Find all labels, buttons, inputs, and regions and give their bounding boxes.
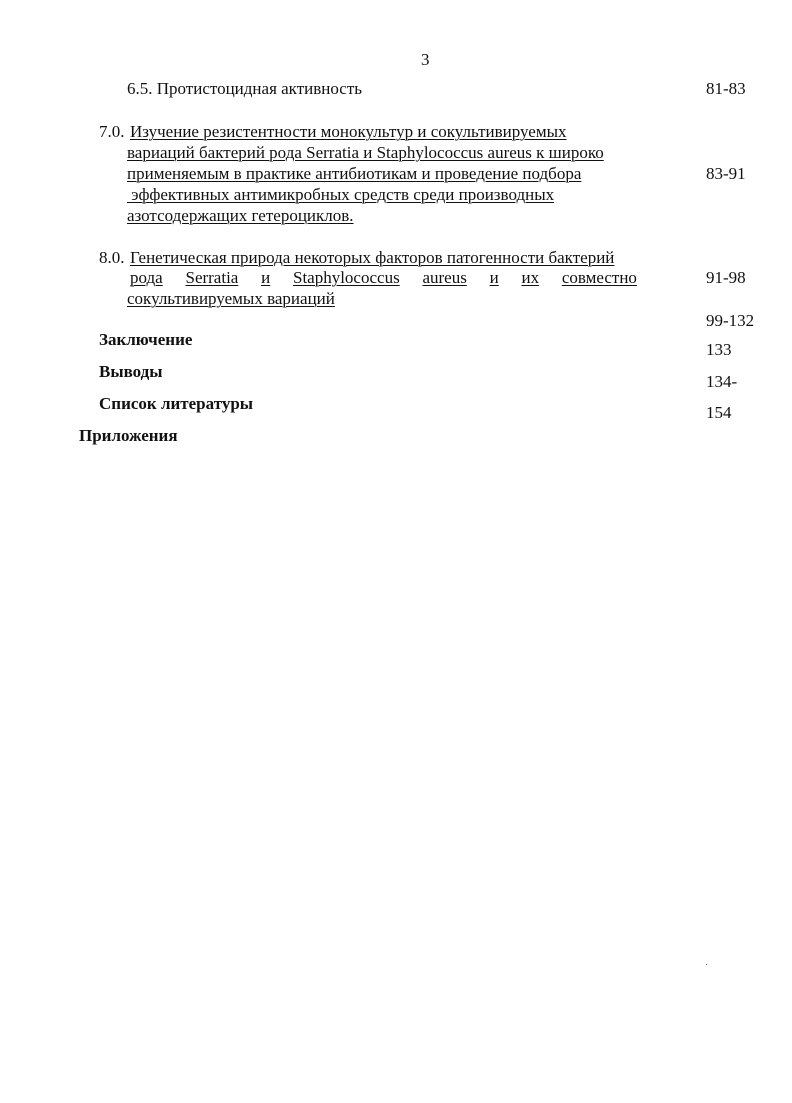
page-range-findings: 133 [706, 340, 732, 359]
word: Staphylococcus [292, 268, 400, 287]
toc-line-7-0-4: эффективных антимикробных средств среди производных [127, 185, 555, 204]
section-number: 6.5. [127, 79, 153, 98]
word: их [521, 268, 540, 287]
toc-line-8-0-3: сокультивируемых вариаций [127, 289, 335, 308]
scan-speck [706, 964, 707, 965]
word: и [261, 268, 271, 287]
page-range-references: 134- [706, 372, 738, 391]
page-number: 3 [421, 50, 430, 69]
section-title: Протистоцидная активность [156, 79, 363, 98]
toc-line-8-0-2 [130, 268, 637, 288]
toc-line-7-0-1: Изучение резистентности монокультур и сокультивируемых [130, 122, 567, 141]
toc-line-7-0-3: применяемым в практике антибиотикам и проведение подбора [127, 164, 582, 183]
word: Serratia [185, 268, 239, 287]
page-range-7-0: 83-91 [706, 164, 746, 183]
toc-entry-references: Список литературы [99, 394, 254, 413]
toc-line-7-0-2: вариаций бактерий рода Serratia и Staphylococcus aureus к широко [127, 143, 604, 162]
toc-entry-appendix: Приложения [79, 426, 178, 445]
toc-entry-6-5 [127, 79, 362, 99]
page-range-conclusion: 99-132 [706, 311, 755, 330]
toc-line-8-0-1: Генетическая природа некоторых факторов патогенности бактерий [130, 248, 615, 267]
toc-entry-conclusion: Заключение [99, 330, 193, 349]
page-range-appendix: 154 [706, 403, 732, 422]
word: и [489, 268, 499, 287]
word: совместно [561, 268, 637, 287]
page-range-8-0: 91-98 [706, 268, 746, 287]
section-number-7-0: 7.0. [99, 122, 125, 141]
word: рода [130, 268, 163, 287]
toc-entry-findings: Выводы [99, 362, 163, 381]
page-range-6-5: 81-83 [706, 79, 746, 98]
section-number-8-0: 8.0. [99, 248, 125, 267]
toc-line-7-0-5: азотсодержащих гетероциклов. [127, 206, 354, 225]
word: aureus [422, 268, 467, 287]
